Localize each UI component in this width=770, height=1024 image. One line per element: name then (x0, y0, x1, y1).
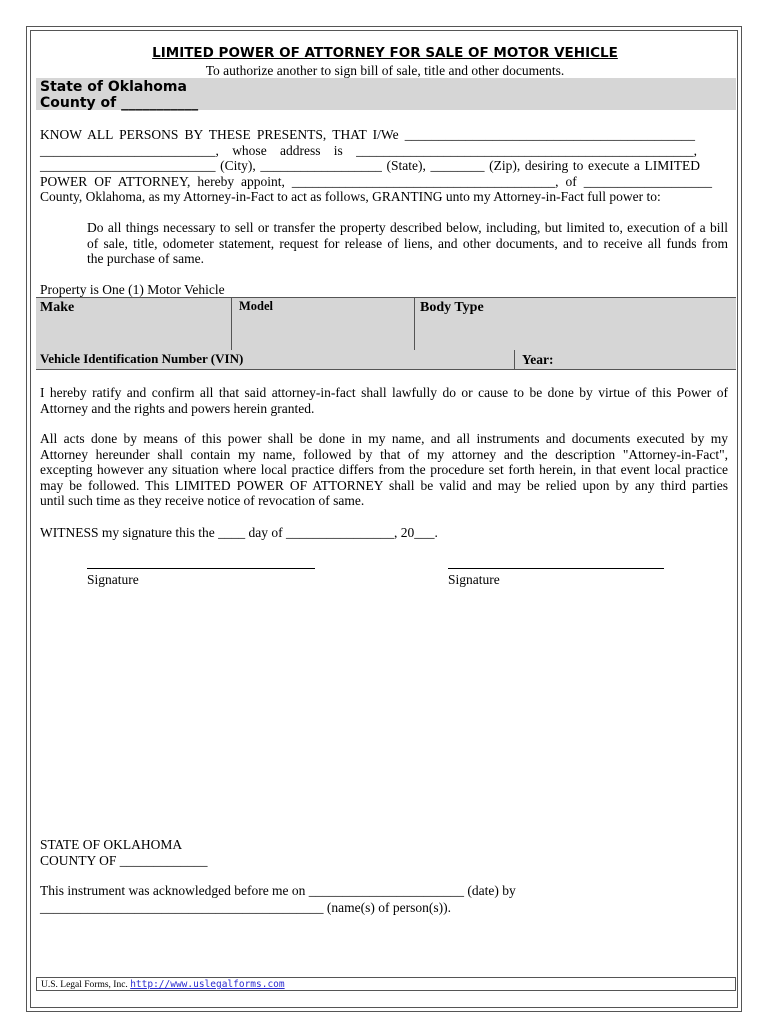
footer-link[interactable]: http://www.uslegalforms.com (130, 979, 285, 990)
acts-line: Attorney hereunder shall contain my name, followed by that of my attorney and the description "Attorney-in-Fact", (40, 446, 728, 462)
acknowledgment-line: __________________________________________ (name(s) of person(s)). (40, 900, 451, 915)
divider (414, 298, 415, 350)
notary-county: COUNTY OF _____________ (40, 853, 208, 868)
county-label: County of ___________ (40, 95, 199, 111)
witness-line: WITNESS my signature this the ____ day of ________________, 20___. (40, 525, 438, 540)
intro-paragraph (40, 127, 712, 205)
intro-line: __________________________ (City), __________________ (State), ________ (Zip), desiring to execute a LIMITED (40, 158, 700, 174)
vehicle-table-row1 (36, 297, 736, 351)
footer-text (41, 979, 285, 990)
intro-line: County, Oklahoma, as my Attorney-in-Fact to act as follows, GRANTING unto my Attorney-in-Fact full power to: (40, 189, 661, 205)
state-label: State of Oklahoma (40, 79, 187, 95)
model-label: Model (239, 299, 274, 313)
acts-line: All acts done by means of this power shall be done in my name, and all instruments and documents executed by my (40, 431, 728, 446)
body-type-label: Body Type (420, 300, 484, 315)
make-label: Make (40, 300, 75, 315)
notary-state: STATE OF OKLAHOMA (40, 837, 183, 852)
document-title: LIMITED POWER OF ATTORNEY FOR SALE OF MOTOR VEHICLE (152, 45, 618, 61)
document-subtitle: To authorize another to sign bill of sale, title and other documents. (205, 63, 565, 78)
signature-label-left: Signature (87, 572, 139, 587)
footer-company: U.S. Legal Forms, Inc. (41, 980, 128, 990)
year-label: Year: (522, 352, 554, 367)
acknowledgment-line: This instrument was acknowledged before me on _______________________ (date) by (40, 883, 516, 898)
ratify-line: Attorney and the rights and powers herein granted. (40, 400, 315, 416)
intro-line: POWER OF ATTORNEY, hereby appoint, _______________________________________, of ___________________ (40, 173, 712, 189)
ratify-paragraph (40, 385, 728, 416)
powers-paragraph (87, 220, 728, 267)
powers-line: of sale, title, odometer statement, request for release of liens, and other documents, and to receive all funds from (87, 235, 728, 251)
powers-line: Do all things necessary to sell or transfer the property described below, including, but limited to, execution of a bill (87, 220, 728, 235)
acts-line: until such time as they receive notice of revocation of same. (40, 493, 365, 509)
property-caption: Property is One (1) Motor Vehicle (40, 282, 225, 297)
vehicle-table-row2 (36, 350, 736, 370)
divider (514, 350, 515, 369)
ratify-line: I hereby ratify and confirm all that said attorney-in-fact shall lawfully do or cause to be done by virtue of this Power of (40, 385, 728, 400)
signature-label-right: Signature (448, 572, 500, 587)
powers-line: the purchase of same. (87, 251, 204, 267)
acts-line: excepting however any situation where local practice differs from the procedure set forth herein, in that event local practice (40, 462, 728, 478)
intro-line: KNOW ALL PERSONS BY THESE PRESENTS, THAT I/We ___________________________________________ (40, 127, 695, 142)
acts-line: may be followed. This LIMITED POWER OF ATTORNEY shall be valid and may be relied upon by any third parties (40, 477, 728, 493)
signature-line-right[interactable] (448, 568, 664, 569)
intro-line: __________________________, whose address is __________________________________________________, (40, 142, 697, 158)
acts-paragraph (40, 431, 728, 509)
footer (36, 977, 736, 991)
divider (231, 298, 232, 350)
vin-label: Vehicle Identification Number (VIN) (40, 351, 244, 366)
signature-line-left[interactable] (87, 568, 315, 569)
venue-box (36, 78, 736, 110)
